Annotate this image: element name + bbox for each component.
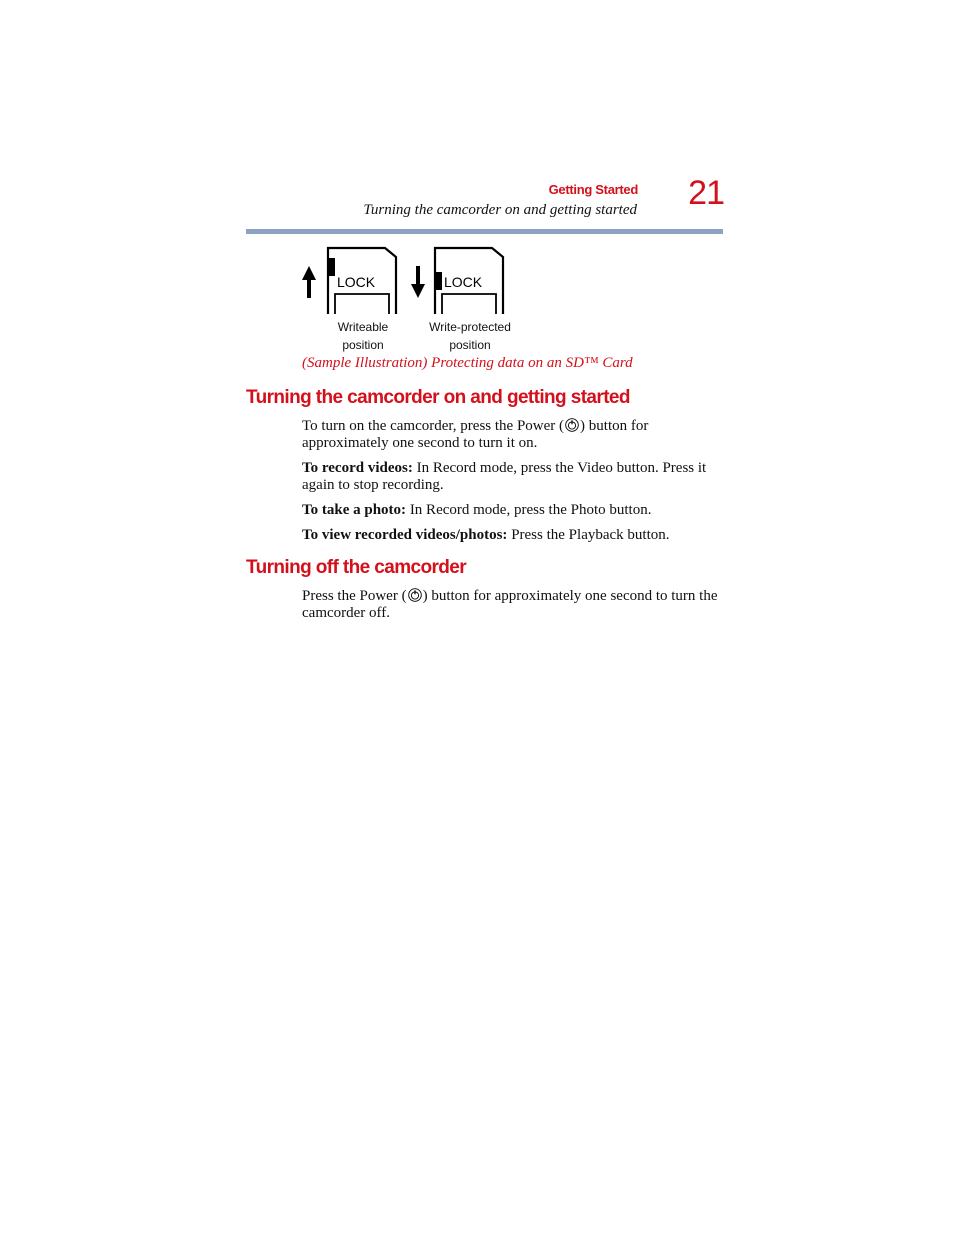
sd-card-icon (435, 248, 503, 314)
running-header-section: Getting Started (548, 182, 638, 197)
lock-label: LOCK (444, 274, 483, 290)
paragraph-view-recorded (302, 527, 723, 544)
paragraph-record-videos (302, 460, 723, 494)
write-protected-caption (416, 318, 524, 354)
sd-card-illustration (298, 244, 513, 318)
writeable-line1: Writeable (337, 320, 389, 334)
arrow-up-icon (302, 266, 316, 298)
figure-caption: (Sample Illustration) Protecting data on an SD™ Card (302, 355, 633, 371)
text: Press the Power ( (302, 588, 407, 604)
text: To turn on the camcorder, press the Power ( (302, 418, 565, 434)
power-icon (408, 588, 422, 602)
section-heading-turning-on: Turning the camcorder on and getting started (246, 387, 630, 408)
text: Press the Playback button. (507, 527, 670, 543)
label: To view recorded videos/photos: (302, 527, 508, 543)
lock-label: LOCK (337, 274, 376, 290)
power-icon (565, 418, 579, 432)
text: ) button for approximately one second to turn it on. (302, 418, 649, 451)
header-rule (246, 229, 723, 234)
paragraph-turn-off (302, 588, 723, 622)
protected-line1: Write-protected (429, 320, 511, 334)
writeable-line2: position (342, 338, 384, 352)
sd-card-icon (328, 248, 396, 314)
text: In Record mode, press the Photo button. (406, 502, 652, 518)
label: To take a photo: (302, 502, 407, 518)
writeable-caption (322, 318, 404, 354)
section-heading-turning-off: Turning off the camcorder (246, 557, 467, 578)
paragraph-turn-on (302, 418, 723, 452)
page-number: 21 (688, 174, 724, 212)
text: In Record mode, press the Video button. Press it again to stop recording. (302, 460, 707, 493)
running-header-subtitle: Turning the camcorder on and getting started (363, 202, 637, 218)
paragraph-take-photo (302, 502, 723, 519)
protected-line2: position (449, 338, 491, 352)
text: ) button for approximately one second to turn the camcorder off. (302, 588, 718, 621)
arrow-down-icon (411, 266, 425, 298)
label: To record videos: (302, 460, 413, 476)
